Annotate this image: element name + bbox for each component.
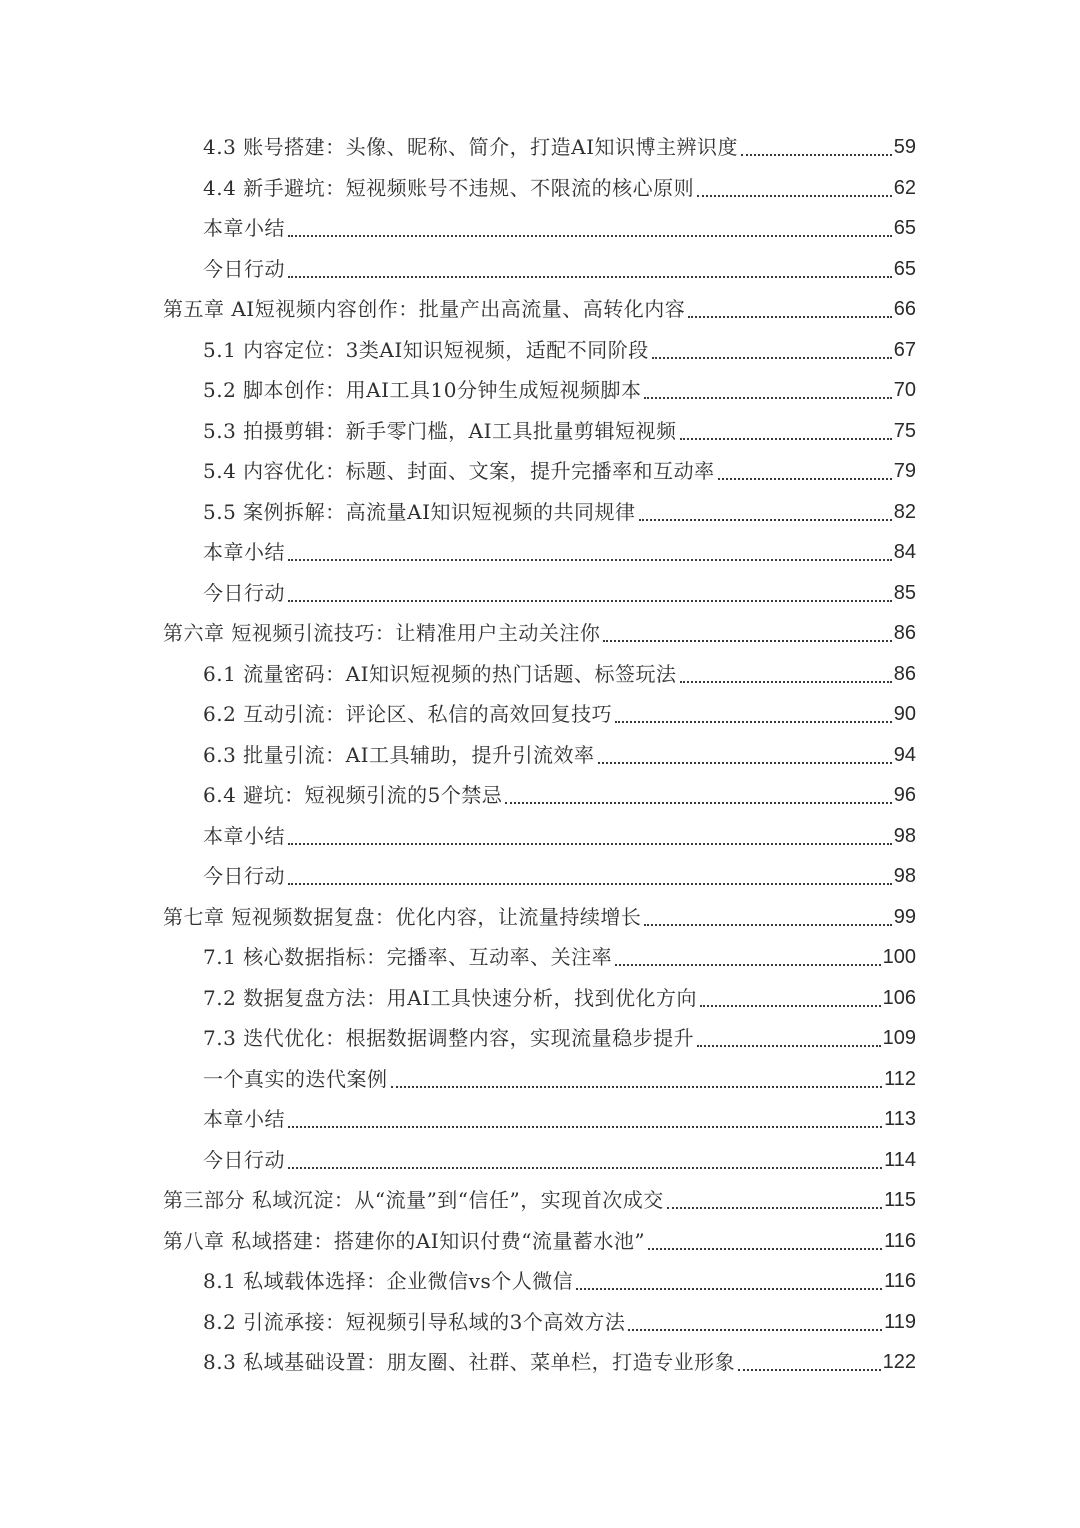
- toc-dot-leader: [688, 316, 892, 318]
- toc-dot-leader: [288, 1167, 882, 1169]
- toc-dot-leader: [738, 1369, 880, 1371]
- toc-page-number: 67: [893, 338, 916, 361]
- toc-dot-leader: [680, 681, 892, 683]
- toc-entry-title: 本章小结: [203, 216, 285, 240]
- toc-dot-leader: [288, 559, 892, 561]
- toc-entry-title: 本章小结: [203, 540, 285, 564]
- toc-entry-title: 6.4 避坑：短视频引流的5个禁忌: [203, 783, 503, 807]
- toc-dot-leader: [288, 276, 892, 278]
- toc-entry-title: 5.2 脚本创作：用AI工具10分钟生成短视频脚本: [203, 378, 642, 402]
- toc-dot-leader: [576, 1288, 882, 1290]
- toc-section-entry[interactable]: [0, 937, 1080, 978]
- toc-entry-title: 6.1 流量密码：AI知识短视频的热门话题、标签玩法: [203, 661, 677, 686]
- toc-section-entry[interactable]: [0, 1342, 1080, 1383]
- toc-page-number: 66: [893, 298, 916, 320]
- toc-section-entry[interactable]: [0, 1261, 1080, 1302]
- toc-page-number: 94: [893, 743, 916, 766]
- toc-entry-title: 6.2 互动引流：评论区、私信的高效回复技巧: [203, 702, 613, 726]
- toc-page-number: 86: [893, 622, 916, 644]
- toc-section-entry[interactable]: [0, 1099, 1080, 1140]
- toc-section-entry[interactable]: [0, 370, 1080, 411]
- toc-page-number: 65: [893, 257, 916, 280]
- toc-page-number: 59: [893, 136, 916, 158]
- toc-page-number: 65: [893, 217, 916, 239]
- toc-entry-title: 8.1 私域载体选择：企业微信vs个人微信: [203, 1269, 574, 1293]
- toc-section-entry[interactable]: [0, 775, 1080, 816]
- toc-page-number: 113: [884, 1108, 916, 1130]
- toc-dot-leader: [615, 721, 892, 723]
- toc-entry-title: 7.2 数据复盘方法：用AI工具快速分析，找到优化方向: [203, 985, 698, 1010]
- toc-section-entry[interactable]: [0, 735, 1080, 776]
- toc-page-number: 119: [884, 1310, 916, 1333]
- toc-page-number: 62: [893, 176, 916, 199]
- toc-entry-title: 6.3 批量引流：AI工具辅助，提升引流效率: [203, 742, 595, 767]
- toc-dot-leader: [648, 1248, 882, 1250]
- toc-entry-title: 7.3 迭代优化：根据数据调整内容，实现流量稳步提升: [203, 1026, 695, 1050]
- toc-dot-leader: [598, 762, 892, 764]
- toc-entry-title: 今日行动: [203, 1147, 285, 1172]
- toc-page-number: 112: [884, 1067, 916, 1090]
- toc-entry-title: 4.4 新手避坑：短视频账号不违规、不限流的核心原则: [203, 175, 695, 200]
- toc-entry-title: 8.2 引流承接：短视频引导私域的3个高效方法: [203, 1309, 626, 1334]
- toc-section-entry[interactable]: [0, 1140, 1080, 1181]
- toc-entry-title: 8.3 私域基础设置：朋友圈、社群、菜单栏，打造专业形象: [203, 1350, 736, 1374]
- toc-entry-title: 第六章 短视频引流技巧：让精准用户主动关注你: [163, 621, 601, 645]
- toc-entry-title: 7.1 核心数据指标：完播率、互动率、关注率: [203, 945, 613, 969]
- toc-entry-title: 第八章 私域搭建：搭建你的AI知识付费“流量蓄水池”: [163, 1228, 646, 1253]
- toc-dot-leader: [288, 883, 892, 885]
- toc-dot-leader: [288, 843, 892, 845]
- toc-section-entry[interactable]: [0, 411, 1080, 452]
- toc-dot-leader: [644, 397, 891, 399]
- toc-dot-leader: [644, 924, 891, 926]
- toc-entry-title: 第三部分 私域沉淀：从“流量”到“信任”，实现首次成交: [163, 1188, 664, 1212]
- toc-dot-leader: [639, 519, 892, 521]
- toc-entry-title: 4.3 账号搭建：头像、昵称、简介，打造AI知识博主辨识度: [203, 135, 739, 159]
- toc-entry-title: 第七章 短视频数据复盘：优化内容，让流量持续增长: [163, 904, 642, 929]
- toc-section-entry[interactable]: [0, 127, 1080, 168]
- toc-page-number: 115: [884, 1189, 916, 1211]
- toc-entry-title: 5.4 内容优化：标题、封面、文案，提升完播率和互动率: [203, 459, 715, 483]
- toc-dot-leader: [697, 1045, 880, 1047]
- toc-section-entry[interactable]: [0, 856, 1080, 897]
- toc-dot-leader: [603, 640, 891, 642]
- toc-section-entry[interactable]: [0, 451, 1080, 492]
- toc-page-number: 109: [882, 1027, 916, 1049]
- toc-page-number: 98: [893, 865, 916, 887]
- toc-section-entry[interactable]: [0, 532, 1080, 573]
- toc-section-entry[interactable]: [0, 1018, 1080, 1059]
- toc-page-number: 122: [882, 1351, 916, 1373]
- toc-section-entry[interactable]: [0, 1059, 1080, 1100]
- toc-dot-leader: [288, 1126, 882, 1128]
- toc-section-entry[interactable]: [0, 816, 1080, 857]
- toc-dot-leader: [391, 1086, 883, 1088]
- toc-dot-leader: [652, 357, 892, 359]
- toc-page-number: 106: [882, 986, 916, 1009]
- toc-section-entry[interactable]: [0, 208, 1080, 249]
- table-of-contents: [0, 127, 1080, 1383]
- toc-section-entry[interactable]: [0, 249, 1080, 290]
- toc-section-entry[interactable]: [0, 978, 1080, 1019]
- toc-chapter-entry[interactable]: [0, 613, 1080, 654]
- toc-entry-title: 一个真实的迭代案例: [203, 1066, 388, 1091]
- toc-dot-leader: [700, 1005, 881, 1007]
- toc-entry-title: 5.3 拍摄剪辑：新手零门槛，AI工具批量剪辑短视频: [203, 418, 677, 443]
- toc-page-number: 70: [893, 379, 916, 401]
- toc-dot-leader: [741, 154, 892, 156]
- toc-dot-leader: [697, 195, 892, 197]
- toc-section-entry[interactable]: [0, 1302, 1080, 1343]
- toc-entry-title: 本章小结: [203, 823, 285, 848]
- toc-entry-title: 5.1 内容定位：3类AI知识短视频，适配不同阶段: [203, 337, 649, 362]
- toc-section-entry[interactable]: [0, 694, 1080, 735]
- toc-entry-title: 今日行动: [203, 256, 285, 281]
- toc-chapter-entry[interactable]: [0, 289, 1080, 330]
- toc-section-entry[interactable]: [0, 330, 1080, 371]
- toc-page-number: 96: [893, 784, 916, 806]
- toc-entry-title: 5.5 案例拆解：高流量AI知识短视频的共同规律: [203, 499, 636, 524]
- toc-page-number: 116: [884, 1229, 916, 1252]
- toc-page-number: 75: [893, 419, 916, 442]
- toc-page-number: 90: [893, 703, 916, 725]
- toc-page-number: 100: [882, 946, 916, 968]
- toc-dot-leader: [615, 964, 880, 966]
- toc-page-number: 82: [893, 500, 916, 523]
- toc-dot-leader: [628, 1329, 882, 1331]
- toc-page-number: 85: [893, 581, 916, 604]
- toc-page-number: 86: [893, 662, 916, 685]
- toc-page-number: 99: [893, 905, 916, 928]
- toc-dot-leader: [288, 235, 892, 237]
- toc-page-number: 84: [893, 541, 916, 563]
- toc-page-number: 79: [893, 460, 916, 482]
- toc-entry-title: 今日行动: [203, 864, 285, 888]
- toc-entry-title: 今日行动: [203, 580, 285, 605]
- toc-dot-leader: [667, 1207, 882, 1209]
- toc-entry-title: 本章小结: [203, 1107, 285, 1131]
- toc-dot-leader: [718, 478, 892, 480]
- toc-dot-leader: [288, 600, 892, 602]
- toc-dot-leader: [680, 438, 892, 440]
- toc-dot-leader: [505, 802, 891, 804]
- toc-section-entry[interactable]: [0, 492, 1080, 533]
- toc-page-number: 98: [893, 824, 916, 847]
- toc-section-entry[interactable]: [0, 654, 1080, 695]
- toc-chapter-entry[interactable]: [0, 897, 1080, 938]
- toc-page-number: 114: [884, 1148, 916, 1171]
- toc-chapter-entry[interactable]: [0, 1180, 1080, 1221]
- toc-chapter-entry[interactable]: [0, 1221, 1080, 1262]
- toc-section-entry[interactable]: [0, 573, 1080, 614]
- toc-entry-title: 第五章 AI短视频内容创作：批量产出高流量、高转化内容: [163, 297, 686, 321]
- toc-section-entry[interactable]: [0, 168, 1080, 209]
- toc-page-number: 116: [884, 1270, 916, 1292]
